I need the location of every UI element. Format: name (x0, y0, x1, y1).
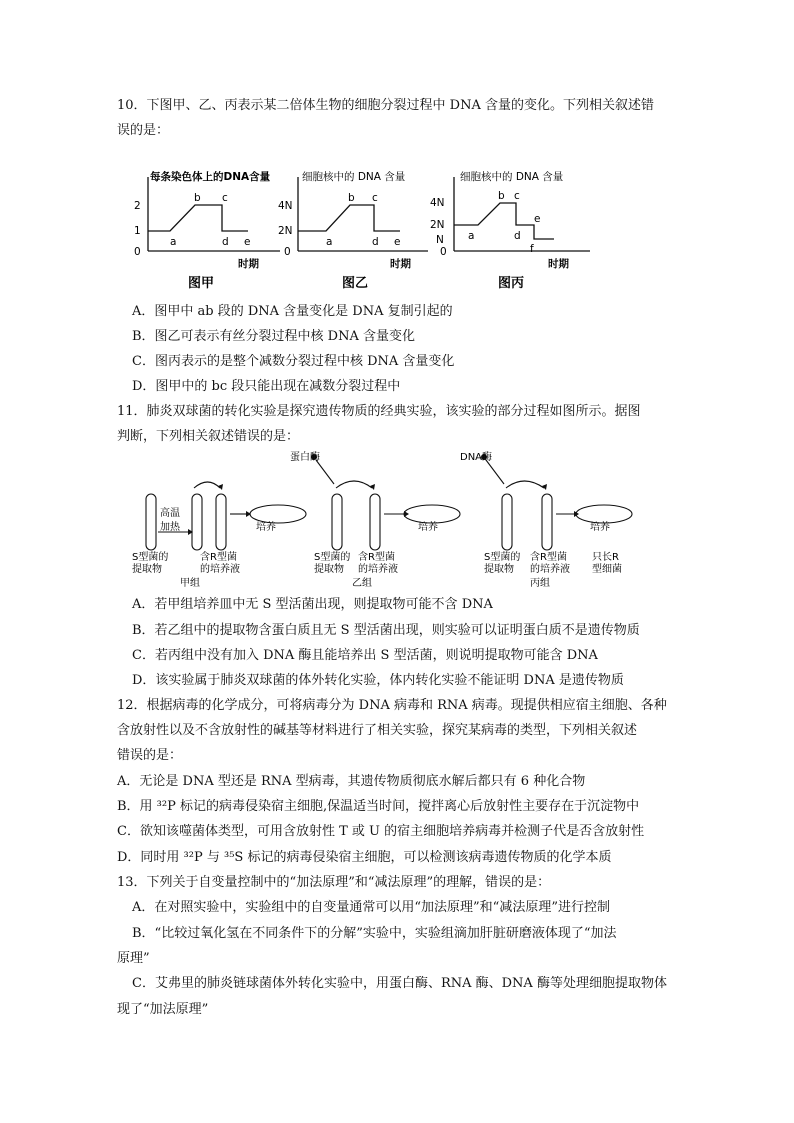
g3-src-2: 提取物 (484, 564, 514, 575)
graph-bing-ylabel: 细胞核中的 DNA 含量 (460, 171, 564, 183)
graph-yi-ylabel: 细胞核中的 DNA 含量 (302, 171, 406, 183)
q13-option-a: A．在对照实验中，实验组中的自变量通常可以用“加法原理”和“减法原理”进行控制 (132, 900, 610, 915)
graph-bing-caption: 图丙 (498, 276, 525, 291)
q13-option-c-line1: C．艾弗里的肺炎链球菌体外转化实验中，用蛋白酶、RNA 酶、DNA 酶等处理细胞提取物体 (132, 976, 667, 991)
q10-option-d: D．图甲中的 bc 段只能出现在减数分裂过程中 (132, 379, 401, 394)
graph-jia-pt-b: b (194, 192, 201, 204)
g1-dish-label: 培养 (256, 522, 276, 533)
graph-jia-xlabel: 时期 (238, 258, 259, 270)
graph-yi-pt-b: b (348, 192, 355, 204)
graph-jia-tick-2: 2 (134, 200, 141, 212)
q10-option-b: B．图乙可表示有丝分裂过程中核 DNA 含量变化 (132, 329, 416, 344)
q11-stem-line1: 11．肺炎双球菌的转化实验是探究遗传物质的经典实验，该实验的部分过程如图所示。据图 (117, 404, 641, 419)
transformation-experiment-diagram (130, 448, 670, 588)
graph-bing-pt-e: e (534, 213, 541, 225)
g2-src-1: S型菌的 (314, 552, 351, 563)
graph-yi-tick-0: 0 (284, 246, 291, 258)
q10-stem-line2: 误的是： (117, 123, 170, 138)
q12-option-b: B．用 ³²P 标记的病毒侵染宿主细胞,保温适当时间，搅拌离心后放射性主要存在于沉淀物中 (117, 799, 640, 814)
graph-bing-xlabel: 时期 (548, 258, 569, 270)
graph-bing-pt-c: c (514, 190, 520, 202)
graph-bing-tick-2n: 2N (430, 219, 445, 231)
g1-src-2: 提取物 (132, 564, 162, 575)
g1-src-1: S型菌的 (132, 552, 169, 563)
q13-option-b-line2: 原理” (117, 951, 150, 966)
graph-yi-caption: 图乙 (342, 276, 369, 291)
q12-stem-line2: 含放射性以及不含放射性的碱基等材料进行了相关实验，探究某病毒的类型，下列相关叙述 (117, 723, 638, 738)
q12-stem-line1: 12．根据病毒的化学成分，可将病毒分为 DNA 病毒和 RNA 病毒。现提供相应宿主细胞、各种 (117, 698, 667, 713)
graph-jia-ylabel: 每条染色体上的DNA含量 (150, 171, 271, 183)
q11-option-a: A．若甲组培养皿中无 S 型活菌出现，则提取物可能不含 DNA (132, 597, 493, 612)
graph-jia-caption: 图甲 (188, 276, 215, 291)
graph-yi-xlabel: 时期 (390, 258, 411, 270)
graph-jia-pt-d: d (222, 236, 229, 248)
graph-yi-pt-e: e (394, 236, 401, 248)
g2-src-2: 提取物 (314, 564, 344, 575)
q13-option-b-line1: B．“比较过氧化氢在不同条件下的分解”实验中，实验组滴加肝脏研磨液体现了“加法 (132, 926, 617, 941)
g3-src-1: S型菌的 (484, 552, 521, 563)
graph-jia-tick-0: 0 (134, 246, 141, 258)
q10-option-c: C．图丙表示的是整个减数分裂过程中核 DNA 含量变化 (132, 354, 455, 369)
q11-option-d: D．该实验属于肺炎双球菌的体外转化实验，体内转化实验不能证明 DNA 是遗传物质 (132, 673, 624, 688)
q10-option-a: A．图甲中 ab 段的 DNA 含量变化是 DNA 复制引起的 (132, 304, 453, 319)
g2-name: 乙组 (352, 578, 372, 588)
graph-yi-pt-c: c (372, 192, 378, 204)
g1-treat-2: 加热 (160, 522, 180, 533)
graph-jia (130, 163, 290, 298)
graph-jia-pt-a: a (170, 236, 177, 248)
graph-bing-pt-f: f (530, 243, 534, 255)
g3-dish-label: 培养 (590, 522, 610, 533)
graph-bing-tick-0: 0 (440, 246, 447, 258)
graph-yi-tick-4n: 4N (278, 200, 293, 212)
g2-medium-1: 含R型菌 (358, 552, 395, 563)
g2-enzyme-label: 蛋白酶 (290, 452, 320, 463)
graph-yi-tick-2n: 2N (278, 225, 293, 237)
g3-result-1: 只长R (592, 552, 619, 563)
q11-option-b: B．若乙组中的提取物含蛋白质且无 S 型活菌出现，则实验可以证明蛋白质不是遗传物质 (132, 623, 640, 638)
g1-medium-2: 的培养液 (200, 564, 240, 575)
q11-option-c: C．若丙组中没有加入 DNA 酶且能培养出 S 型活菌，则说明提取物可能含 DNA (132, 648, 598, 663)
q12-option-d: D．同时用 ³²P 与 ³⁵S 标记的病毒侵染宿主细胞，可以检测该病毒遗传物质的化学本质 (117, 850, 612, 865)
g3-result-2: 型细菌 (592, 564, 622, 575)
g3-name: 丙组 (530, 578, 550, 588)
g2-dish-label: 培养 (418, 522, 438, 533)
q13-option-c-line2: 现了“加法原理” (117, 1002, 209, 1017)
g3-enzyme-label: DNA酶 (460, 452, 493, 463)
q12-option-a: A．无论是 DNA 型还是 RNA 型病毒，其遗传物质彻底水解后都只有 6 种化合物 (117, 774, 586, 789)
graph-jia-tick-1: 1 (134, 225, 141, 237)
g1-medium-1: 含R型菌 (200, 552, 237, 563)
graph-yi-pt-d: d (372, 236, 379, 248)
graph-bing-pt-d: d (514, 230, 521, 242)
q10-stem-line1: 10．下图甲、乙、丙表示某二倍体生物的细胞分裂过程中 DNA 含量的变化。下列相关叙述错 (117, 98, 654, 113)
q11-stem-line2: 判断，下列相关叙述错误的是： (117, 429, 300, 444)
graph-bing-pt-b: b (498, 190, 505, 202)
g1-treat-1: 高温 (160, 508, 180, 519)
graph-yi-pt-a: a (326, 236, 333, 248)
q12-stem-line3: 错误的是： (117, 748, 183, 763)
g3-medium-2: 的培养液 (530, 564, 570, 575)
graph-bing (430, 163, 600, 298)
graph-bing-pt-a: a (468, 230, 475, 242)
graph-bing-tick-4n: 4N (430, 197, 445, 209)
q13-stem: 13．下列关于自变量控制中的“加法原理”和“减法原理”的理解，错误的是： (117, 875, 551, 890)
g2-medium-2: 的培养液 (358, 564, 398, 575)
graph-jia-pt-e: e (244, 236, 251, 248)
graph-jia-pt-c: c (222, 192, 228, 204)
graph-yi (278, 163, 438, 298)
graph-bing-tick-n: N (436, 234, 444, 246)
g3-medium-1: 含R型菌 (530, 552, 567, 563)
q12-option-c: C．欲知该噬菌体类型，可用含放射性 T 或 U 的宿主细胞培养病毒并检测子代是否含放射性 (117, 824, 645, 839)
g1-name: 甲组 (180, 578, 200, 588)
